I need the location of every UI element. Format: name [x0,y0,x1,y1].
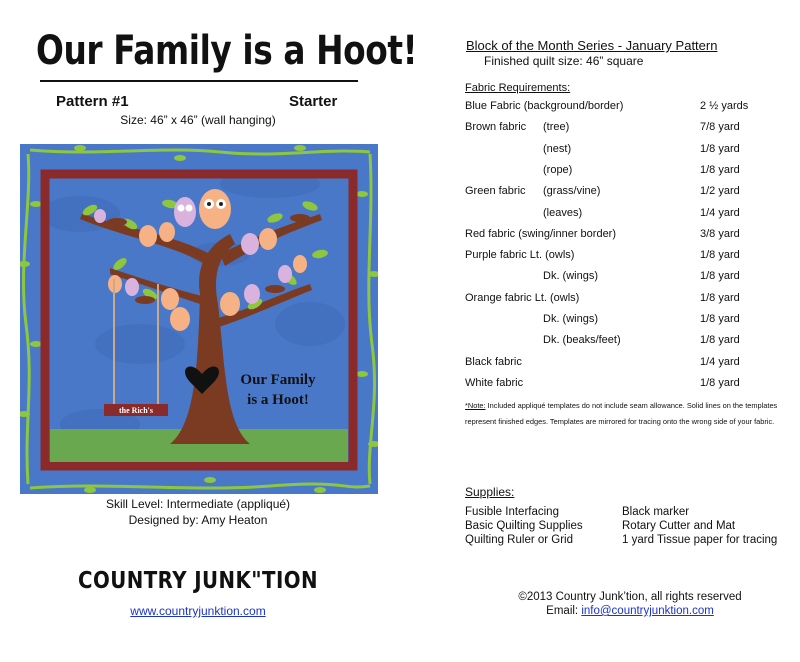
fabric-detail: (grass/vine) [543,185,601,198]
fabric-amount: 1/8 yard [700,270,740,283]
note-label: *Note: [465,401,486,410]
quilt-image [20,144,378,494]
supply-item: 1 yard Tissue paper for tracing [622,534,778,546]
fabric-row [465,356,785,372]
fabric-row [465,270,785,286]
fabric-amount: 1/8 yard [700,313,740,325]
level-tag: Starter [289,93,338,110]
series-title: Block of the Month Series - January Pattern [466,38,718,53]
fabric-name: Purple fabric Lt. (owls) [465,249,575,262]
swing-sign: the Rich's [119,406,153,415]
fabric-amount: 1/8 yard [700,249,740,262]
fabric-row [465,313,785,329]
fabric-row [465,207,785,223]
email-label: Email: [546,605,582,617]
fabric-row [465,100,785,116]
fabric-detail: Dk. (beaks/feet) [543,334,621,347]
fabric-amount: 1/8 yard [700,163,740,176]
supply-item: Basic Quilting Supplies [465,520,583,532]
skill-level: Skill Level: Intermediate (appliqué) [105,497,291,511]
fabric-row [465,377,785,393]
fabric-amount: 7/8 yard [700,121,740,134]
fabric-heading: Fabric Requirements: [465,82,571,94]
fabric-amount: 1/4 yard [700,206,740,219]
supply-item: Fusible Interfacing [465,506,559,518]
fabric-row [465,334,785,350]
fabric-name: Black fabric [465,355,522,368]
title-underline [40,80,358,82]
fabric-name: Orange fabric Lt. (owls) [465,291,580,304]
fabric-name: Blue Fabric (background/border) [465,100,624,112]
fabric-row [465,164,785,180]
email-link[interactable]: info@countryjunktion.com [581,605,714,617]
fabric-row [465,185,785,201]
fabric-amount: 1/8 yard [700,142,740,155]
fabric-name: Brown fabric [465,121,527,134]
fabric-name: Green fabric [465,185,526,198]
supply-item: Quilting Ruler or Grid [465,534,574,546]
fabric-row [465,249,785,265]
fabric-amount: 1/2 yard [700,185,740,198]
fabric-row [465,121,785,137]
fabric-detail: (leaves) [543,206,583,219]
supplies-heading: Supplies: [465,485,515,499]
fabric-detail: Dk. (wings) [543,313,599,325]
fabric-name: Red fabric (swing/inner border) [465,227,617,240]
fabric-amount: 1/8 yard [700,334,740,347]
brand-logo: COUNTRY JUNK"TION [78,568,318,594]
fabric-detail: (rope) [543,163,573,176]
supply-item: Rotary Cutter and Mat [622,520,736,532]
copyright: ©2013 Country Junk’tion, all rights reserved [518,591,742,603]
fabric-row [465,292,785,308]
fabric-row [465,228,785,244]
fabric-amount: 1/8 yard [700,376,740,389]
designer-credit: Designed by: Amy Heaton [128,513,268,527]
supply-item: Black marker [622,506,690,518]
fabric-detail: (nest) [543,142,572,155]
fabric-amount: 3/8 yard [700,227,740,240]
finished-size: Finished quilt size: 46” square [484,54,644,68]
fabric-detail: Dk. (wings) [543,270,599,283]
fabric-name: White fabric [465,376,524,389]
pattern-title: Our Family is a Hoot! [36,28,418,74]
fabric-detail: (tree) [543,121,570,134]
quilt-banner-line1: Our Family [240,372,316,388]
website-link[interactable]: www.countryjunktion.com [130,604,266,618]
fabric-row [465,143,785,159]
fabric-amount: 1/8 yard [700,291,740,304]
quilt-size: Size: 46” x 46” (wall hanging) [120,113,276,127]
fabric-amount: 2 ½ yards [700,100,749,112]
pattern-number: Pattern #1 [56,93,129,110]
template-note [465,398,790,430]
quilt-banner-line2: is a Hoot! [247,392,309,408]
email-line [465,605,795,617]
note-text: Included appliqué templates do not include seam allowance. Solid lines on the templates represent finished edges. Templates are mirrored for tracing onto the wrong side of your fabric. [465,401,778,426]
fabric-amount: 1/4 yard [700,355,740,368]
